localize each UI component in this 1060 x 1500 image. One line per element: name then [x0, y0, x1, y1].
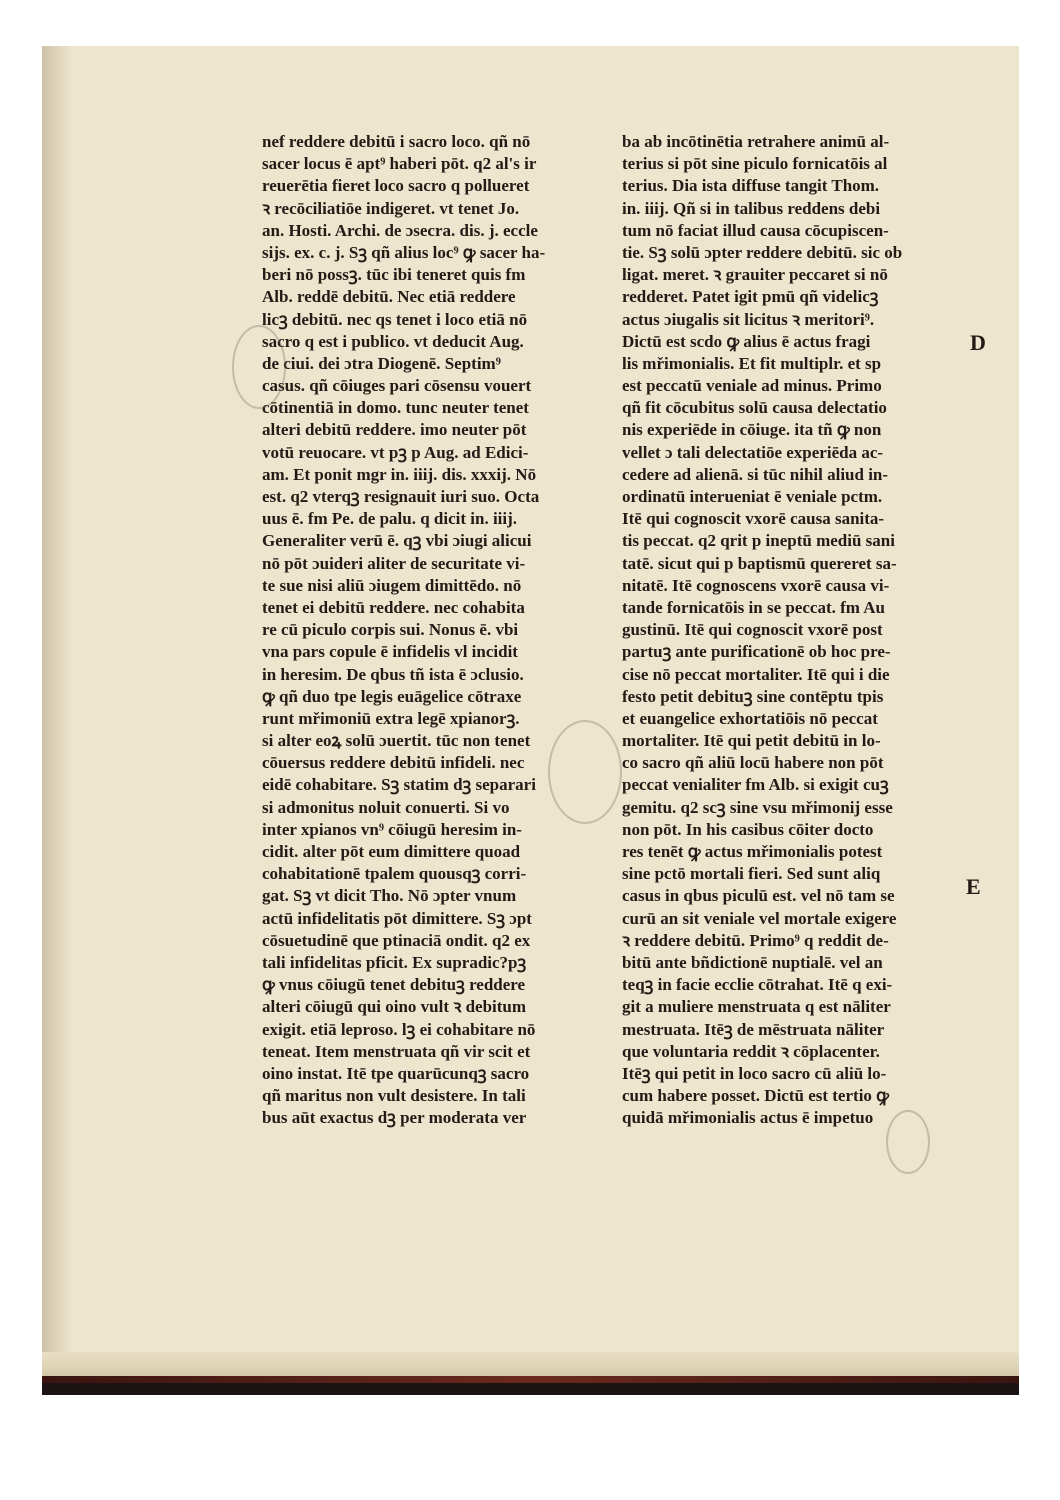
- text-line: sine pctō mortali fieri. Sed sunt aliq: [622, 864, 881, 884]
- text-line: inter xpianos vn⁹ cōiugū heresim in-: [262, 819, 522, 839]
- text-line: ba ab incōtinētia retrahere animū al-: [622, 132, 890, 151]
- text-line: si alter eoꝝ solū ɔuertit. tūc non tenet: [262, 731, 531, 751]
- text-line: actus ɔiugalis sit licitus ꝛ meritori⁹.: [622, 309, 875, 329]
- text-line: festo petit debituꝫ sine contēptu tpis: [622, 686, 884, 706]
- text-line: re cū piculo corpis sui. Nonus ē. vbi: [262, 620, 519, 640]
- text-line: bitū ante bñdictionē nuptialē. vel an: [622, 952, 883, 972]
- text-line: terius. Dia ista diffuse tangit Thom.: [622, 176, 880, 196]
- text-line: terius si pōt sine piculo fornicatōis al: [622, 154, 888, 174]
- text-line: Generaliter verū ē. qꝫ vbi ɔiugi alicui: [262, 531, 532, 551]
- show-through-running-head: [330, 74, 830, 114]
- text-line: actū infidelitatis pōt dimittere. Sꝫ ɔpt: [262, 908, 532, 928]
- text-line: est. q2 vterqꝫ resignauit iuri suo. Octa: [262, 487, 540, 506]
- text-line: Itē qui cognoscit vxorē causa sanita-: [622, 509, 885, 529]
- text-line: de ciui. dei ɔtra Diogenē. Septim⁹: [262, 353, 501, 373]
- text-line: cidit. alter pōt eum dimittere quoad: [262, 842, 521, 861]
- text-line: nō pōt ɔuideri aliter de securitate vi-: [262, 553, 526, 573]
- text-line: res tenēt ꝙ actus mřimonialis potest: [622, 842, 883, 861]
- text-line: Dictū est scdo ꝙ alius ē actus fragi: [622, 331, 871, 351]
- text-line: tum nō faciat illud causa cōcupiscen-: [622, 220, 889, 240]
- text-line: si admonitus noluit conuerti. Si vo: [262, 797, 510, 817]
- text-line: nef reddere debitū i sacro loco. qñ nō: [262, 132, 531, 151]
- text-line: ꝛ reddere debitū. Primo⁹ q reddit de-: [622, 930, 889, 950]
- text-line: cōuersus reddere debitū infideli. nec: [262, 753, 525, 773]
- scan-bottom-band: [42, 1383, 1019, 1395]
- text-line: tali infidelitas pficit. Ex supradic?pꝫ: [262, 952, 527, 972]
- text-line: uus ē. fm Pe. de palu. q dicit in. iiij.: [262, 509, 518, 529]
- text-line: redderet. Patet igit pmū qñ videlicꝫ: [622, 287, 879, 307]
- text-line: sacro q est i publico. vt deducit Aug.: [262, 331, 524, 351]
- text-line: vna pars copule ē infidelis vl incidit: [262, 642, 518, 662]
- text-line: quidā mřimonialis actus ē impetuo: [622, 1108, 874, 1128]
- text-line: an. Hosti. Archi. de ɔsecra. dis. j. eccle: [262, 220, 538, 240]
- text-line: casus in qbus piculū est. vel nō tam se: [622, 886, 895, 906]
- text-line: licꝫ debitū. nec qs tenet i loco etiā nō: [262, 309, 528, 329]
- text-line: nis experiēde in cōiuge. ita tñ ꝙ non: [622, 420, 882, 440]
- text-line: est peccatū veniale ad minus. Primo: [622, 376, 882, 396]
- text-line: non pōt. In his casibus cōiter docto: [622, 819, 874, 839]
- text-line: in. iiij. Qñ si in talibus reddens debi: [622, 198, 881, 218]
- text-line: ꝙ qñ duo tpe legis euāgelice cōtraxe: [262, 686, 522, 706]
- text-line: gemitu. q2 scꝫ sine vsu mřimonij esse: [622, 797, 893, 817]
- text-line: vellet ɔ tali delectatiōe experiēda ac-: [622, 442, 884, 462]
- text-line: teneat. Item menstruata qñ vir scit et: [262, 1041, 531, 1061]
- text-line: casus. qñ cōiuges pari cōsensu vouert: [262, 376, 532, 396]
- text-line: partuꝫ ante purificationē ob hoc pre-: [622, 642, 891, 662]
- marginal-letter-e: E: [966, 874, 981, 899]
- left-text-column: [262, 131, 602, 1129]
- text-line: co sacro qñ aliū locū habere non pōt: [622, 753, 884, 773]
- text-line: tatē. sicut qui p baptismū quereret sa-: [622, 553, 897, 573]
- text-line: tande fornicatōis in se peccat. fm Au: [622, 597, 886, 617]
- text-line: cum habere posset. Dictū est tertio ꝙ: [622, 1086, 889, 1106]
- text-line: ꝙ vnus cōiugū tenet debituꝫ reddere: [262, 975, 526, 995]
- text-line: votū reuocare. vt pꝫ p Aug. ad Edici-: [262, 442, 529, 462]
- text-line: nitatē. Itē cognoscens vxorē causa vi-: [622, 575, 890, 595]
- text-line: gustinū. Itē qui cognoscit vxorē post: [622, 620, 883, 640]
- text-line: mortaliter. Itē qui petit debitū in lo-: [622, 731, 881, 751]
- text-line: tie. Sꝫ solū ɔpter reddere debitū. sic ob: [622, 242, 903, 262]
- text-line: qñ maritus non vult desistere. In tali: [262, 1086, 526, 1106]
- text-line: qñ fit cōcubitus solū causa delectatio: [622, 398, 887, 418]
- text-line: Itēꝫ qui petit in loco sacro cū aliū lo-: [622, 1063, 887, 1083]
- text-line: mestruata. Itēꝫ de mēstruata nāliter: [622, 1019, 885, 1039]
- text-line: sijs. ex. c. j. Sꝫ qñ alius loc⁹ ꝙ sacer ha-: [262, 242, 546, 262]
- text-line: et euangelice exhortatiōis nō peccat: [622, 708, 878, 728]
- marginal-letter-d: D: [970, 330, 986, 355]
- text-line: cohabitationē tpalem quousqꝫ corri-: [262, 864, 527, 884]
- text-line: cise nō peccat mortaliter. Itē qui i die: [622, 664, 890, 684]
- text-line: alteri debitū reddere. imo neuter pōt: [262, 420, 527, 440]
- text-line: eidē cohabitare. Sꝫ statim dꝫ separari: [262, 775, 536, 795]
- text-line: ordinatū interueniat ē veniale pctm.: [622, 487, 883, 506]
- text-line: tenet ei debitū reddere. nec cohabita: [262, 597, 525, 617]
- right-text-column: [622, 131, 967, 1129]
- text-line: curū an sit veniale vel mortale exigere: [622, 908, 897, 928]
- text-line: ꝛ recōciliatiōe indigeret. vt tenet Jo.: [262, 198, 520, 218]
- text-line: Alb. reddē debitū. Nec etiā reddere: [262, 287, 516, 307]
- text-line: exigit. etiā leproso. lꝫ ei cohabitare nō: [262, 1019, 536, 1039]
- text-line: oino instat. Itē tpe quarūcunqꝫ sacro: [262, 1063, 530, 1083]
- text-line: runt mřimoniū extra legē xpianorꝫ.: [262, 708, 520, 728]
- text-line: cōsuetudinē que ptinaciā ondit. q2 ex: [262, 930, 531, 950]
- text-line: tis peccat. q2 qrit p ineptū mediū sani: [622, 531, 895, 551]
- text-line: reuerētia fieret loco sacro q pollueret: [262, 176, 530, 196]
- text-line: bus aūt exactus dꝫ per moderata ver: [262, 1108, 527, 1128]
- text-line: ligat. meret. ꝛ grauiter peccaret si nō: [622, 265, 888, 285]
- text-line: gat. Sꝫ vt dicit Tho. Nō ɔpter vnum: [262, 886, 517, 906]
- text-line: cedere ad alienā. si tūc nihil aliud in-: [622, 464, 889, 484]
- text-line: in heresim. De qbus tñ ista ē ɔclusio.: [262, 664, 524, 684]
- text-line: sacer locus ē apt⁹ haberi pōt. q2 al's ir: [262, 154, 537, 174]
- text-line: te sue nisi aliū ɔiugem dimittēdo. nō: [262, 575, 522, 595]
- text-line: beri nō possꝫ. tūc ibi teneret quis fm: [262, 265, 526, 285]
- text-line: peccat venialiter fm Alb. si exigit cuꝫ: [622, 775, 889, 795]
- binding-shadow: [42, 46, 72, 1384]
- text-line: teqꝫ in facie ecclie cōtrahat. Itē q exi-: [622, 975, 893, 995]
- text-line: am. Et ponit mgr in. iiij. dis. xxxij. Nō: [262, 464, 537, 484]
- text-line: lis mřimonialis. Et fit multiplr. et sp: [622, 353, 882, 373]
- text-line: cōtinentiā in domo. tunc neuter tenet: [262, 398, 529, 418]
- text-line: que voluntaria reddit ꝛ cōplacenter.: [622, 1041, 880, 1061]
- text-line: alteri cōiugū qui oino vult ꝛ debitum: [262, 997, 527, 1017]
- text-line: git a muliere menstruata q est nāliter: [622, 997, 891, 1017]
